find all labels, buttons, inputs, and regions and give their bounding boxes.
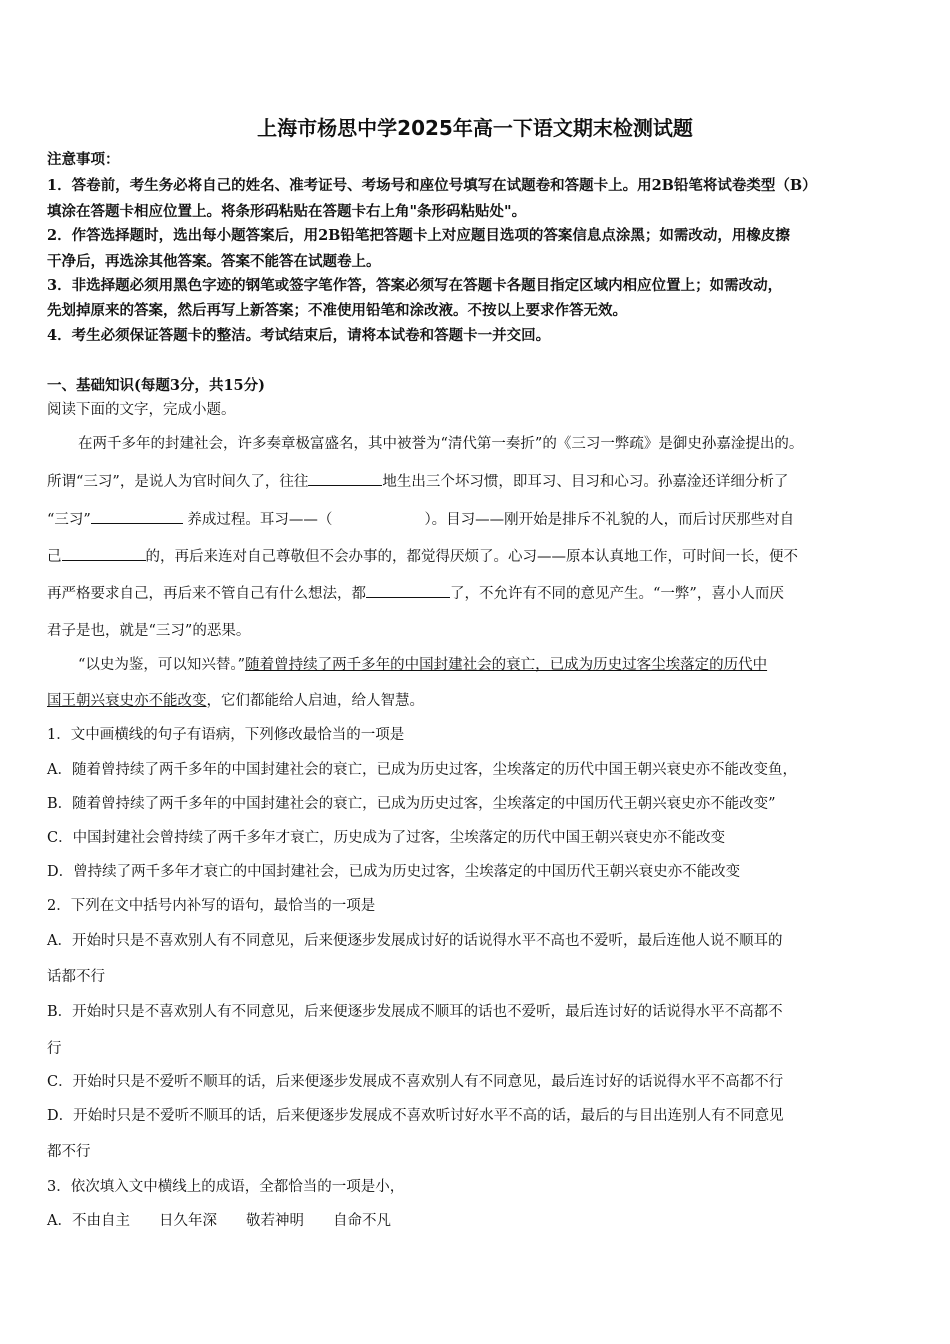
notice-line: 4．考生必须保证答题卡的整洁。考试结束后，请将本试卷和答题卡一并交回。 — [47, 327, 551, 344]
fill-blank-3 — [62, 546, 146, 561]
question-2-stem: 2．下列在文中括号内补写的语句，最恰当的一项是 — [47, 898, 376, 914]
question-2-option-b: B．开始时只是不喜欢别人有不同意见，后来便逐步发展成不顺耳的话也不爱听，最后连讨好的话说得水平不高都不 — [47, 1004, 783, 1020]
section-heading: 一、基础知识(每题3分，共15分) — [47, 377, 265, 394]
underlined-sentence: 随着曾持续了两千多年的中国封建社会的衰亡，已成为历史过客尘埃落定的历代中 — [245, 657, 768, 673]
question-1-option-c: C．中国封建社会曾持续了两千多年才衰亡，历史成为了过客，尘埃落定的历代中国王朝兴衰史亦不能改变 — [47, 830, 726, 846]
passage-line — [47, 471, 788, 492]
reading-intro: 阅读下面的文字，完成小题。 — [47, 402, 236, 418]
question-1-option-b: B．随着曾持续了两千多年的中国封建社会的衰亡，已成为历史过客，尘埃落定的中国历代王朝兴衰史亦不能改变” — [47, 796, 776, 812]
passage-text: 养成过程。耳习——（ — [182, 512, 333, 528]
fill-blank-4 — [366, 583, 450, 598]
passage-text: “以史为鉴，可以知兴替。” — [78, 657, 246, 673]
notice-line: 3．非选择题必须用黑色字迹的钢笔或签字笔作答，答案必须写在答题卡各题目指定区域内相应位置上；如需改动， — [47, 277, 783, 294]
passage-line — [47, 509, 794, 530]
notice-line: 先划掉原来的答案，然后再写上新答案；不准使用铅笔和涂改液。不按以上要求作答无效。 — [47, 302, 627, 319]
fill-blank-1 — [308, 471, 382, 486]
question-1-option-a: A．随着曾持续了两千多年的中国封建社会的衰亡，已成为历史过客，尘埃落定的历代中国王朝兴衰史亦不能改变鱼， — [47, 762, 797, 778]
notice-heading: 注意事项： — [47, 151, 120, 168]
question-2-option-b-cont: 行 — [47, 1041, 62, 1057]
passage-line — [47, 583, 784, 604]
passage-text: “三习” — [47, 512, 91, 528]
question-1-stem: 1．文中画横线的句子有语病，下列修改最恰当的一项是 — [47, 727, 405, 743]
question-2-option-d: D．开始时只是不爱听不顺耳的话，后来便逐步发展成不喜欢听讨好水平不高的话，最后的与目出连别人有不同意见 — [47, 1108, 784, 1124]
passage-line — [47, 691, 424, 711]
page-title: 上海市杨思中学2025年高一下语文期末检测试题 — [257, 116, 693, 140]
fill-blank-2 — [91, 509, 183, 524]
question-3-option-a: A．不由自主 日久年深 敬若神明 自命不凡 — [47, 1213, 391, 1229]
notice-line: 1．答卷前，考生务必将自己的姓名、准考证号、考场号和座位号填写在试题卷和答题卡上。用2B铅笔将试卷类型（B） — [47, 177, 817, 194]
passage-line: 君子是也，就是“三习”的恶果。 — [47, 623, 251, 639]
question-2-option-a-cont: 话都不行 — [47, 969, 105, 985]
passage-text: 所谓“三习”，是说人为官时间久了，往往 — [47, 474, 309, 490]
passage-line — [78, 655, 767, 675]
passage-text: ）。目习——刚开始是排斥不礼貌的人，而后讨厌那些对自 — [424, 512, 795, 528]
passage-line — [47, 546, 798, 567]
passage-text: 地生出三个坏习惯，即耳习、目习和心习。孙嘉淦还详细分析了 — [382, 474, 789, 490]
passage-line: 在两千多年的封建社会，许多奏章极富盛名，其中被誉为“清代第一奏折”的《三习一弊疏》是御史孙嘉淦提出的。 — [78, 436, 804, 452]
question-1-option-d: D．曾持续了两千多年才衰亡的中国封建社会，已成为历史过客，尘埃落定的中国历代王朝兴衰史亦不能改变 — [47, 864, 741, 880]
notice-line: 2．作答选择题时，选出每小题答案后，用2B铅笔把答题卡上对应题目选项的答案信息点涂黑；如需改动，用橡皮擦 — [47, 227, 790, 244]
question-3-stem: 3．依次填入文中横线上的成语，全都恰当的一项是小， — [47, 1179, 405, 1195]
notice-line: 填涂在答题卡相应位置上。将条形码粘贴在答题卡右上角"条形码粘贴处"。 — [47, 203, 527, 220]
passage-text: 再严格要求自己，再后来不管自己有什么想法，都 — [47, 586, 366, 602]
question-2-option-c: C．开始时只是不爱听不顺耳的话，后来便逐步发展成不喜欢别人有不同意见，最后连讨好的话说得水平不高都不行 — [47, 1074, 784, 1090]
passage-text: 的，再后来连对自己尊敬但不会办事的，都觉得厌烦了。心习——原本认真地工作，可时间一长，便不 — [145, 549, 798, 565]
question-2-option-a: A．开始时只是不喜欢别人有不同意见，后来便逐步发展成讨好的话说得水平不高也不爱听，最后连他人说不顺耳的 — [47, 933, 783, 949]
notice-line: 干净后，再选涂其他答案。答案不能答在试题卷上。 — [47, 253, 381, 270]
question-2-option-d-cont: 都不行 — [47, 1144, 91, 1160]
passage-text: ，它们都能给人启迪，给人智慧。 — [206, 693, 424, 709]
underlined-sentence: 国王朝兴衰史亦不能改变 — [47, 693, 207, 709]
passage-text: 了，不允许有不同的意见产生。“一弊”，喜小人而厌 — [450, 586, 784, 602]
passage-text: 己 — [47, 549, 62, 565]
